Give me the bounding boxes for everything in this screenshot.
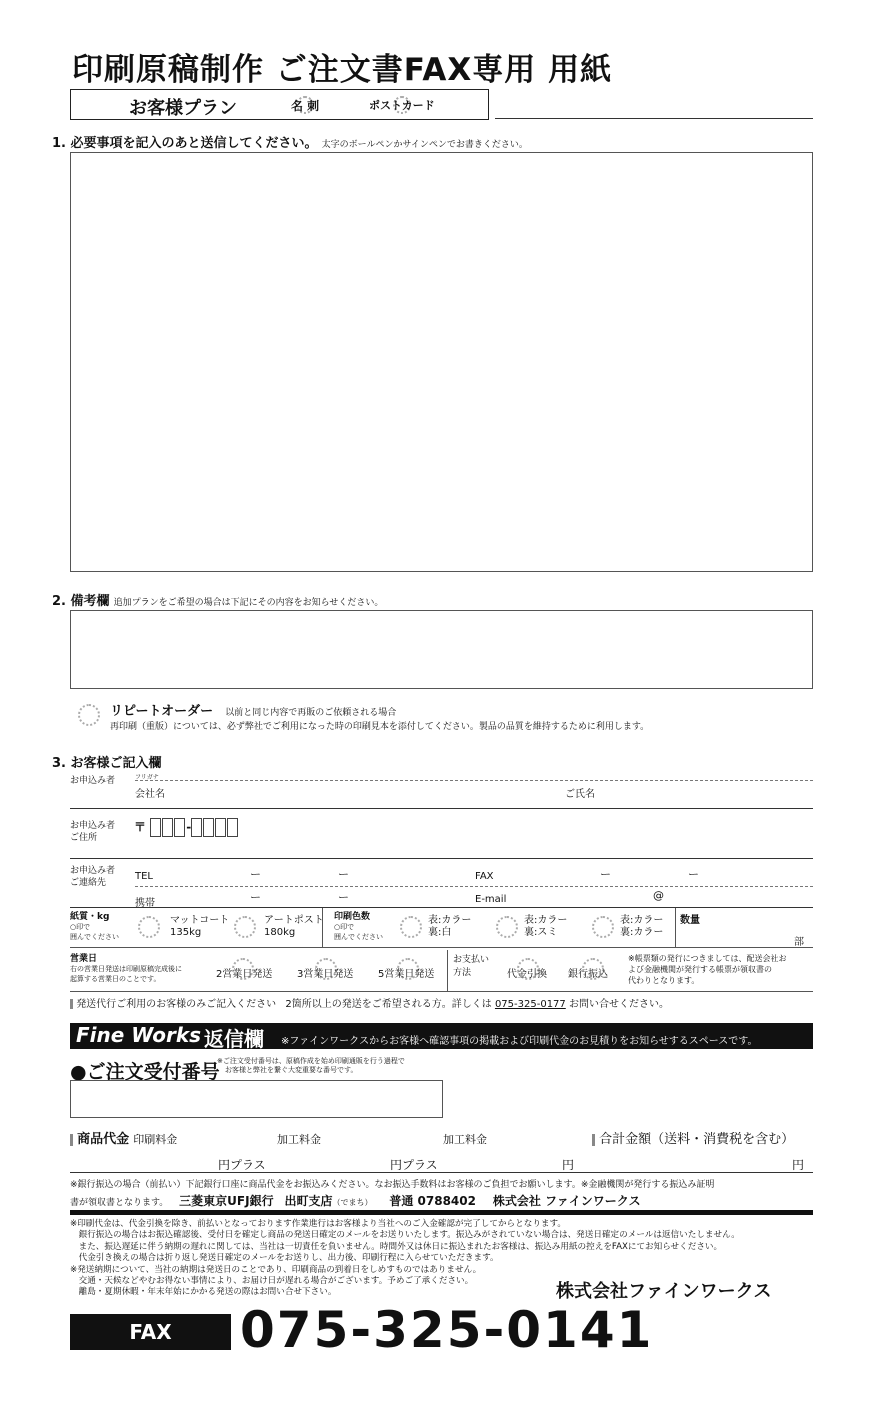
plan-meishi[interactable]: 名 刺: [291, 99, 320, 113]
qty-label: 数量: [680, 915, 700, 926]
section3-header: 3. お客様ご記入欄: [52, 756, 162, 771]
fax-label-block: FAX: [70, 1314, 231, 1350]
pay-bank[interactable]: 銀行振込: [568, 969, 608, 980]
yen: 円: [792, 1158, 805, 1172]
zip-mark: 〒 -: [134, 818, 239, 837]
yen: 円: [562, 1158, 575, 1172]
repeat-order-circle-icon[interactable]: [78, 704, 100, 726]
repeat-order-note: 再印刷（重版）については、必ず弊社でご利用になった時の印刷見本を添付してください。製品の品質を維持するために利用します。: [110, 722, 650, 732]
mobile-dash: ー: [338, 891, 349, 904]
applicant-label: お申込み者: [70, 776, 116, 786]
tel-dash: ー: [338, 868, 349, 881]
fax-dash: ー: [600, 868, 611, 881]
processing-fee-label: 加工料金: [443, 1133, 487, 1146]
fax-number[interactable]: 075-325-0141: [240, 1301, 654, 1359]
schedule-row: 営業日 右の営業日発送は印刷原稿完成後に 起算する営業日のことです。 2営業日発送 3営業日発送 5営業日発送 お支払い 方法 代金引換 銀行振込 ※帳票類の発行につきましては、配送会社お よび金融機関が発行する帳票が領収書の 代わりとなります。: [70, 950, 813, 992]
plan-postcard[interactable]: ポストカード: [369, 99, 435, 112]
total-label: 合計金額（送料・消費税を含む）: [592, 1128, 794, 1147]
repeat-order: リピートオーダー 以前と同じ内容で再販のご依頼される場合: [110, 704, 397, 719]
zip-box[interactable]: [215, 818, 226, 837]
contact-label: お申込み者 ご連絡先: [70, 866, 116, 888]
paper-art[interactable]: アートポスト 180kg: [264, 915, 324, 938]
address-label: お申込み者 ご住所: [70, 821, 116, 843]
company-line[interactable]: [70, 808, 813, 809]
bizday-5[interactable]: 5営業日発送: [378, 969, 435, 980]
mobile-dash: ー: [250, 891, 261, 904]
remarks-input-area[interactable]: [70, 610, 813, 689]
page-title: 印刷原稿制作 ご注文書FAX専用 用紙: [72, 52, 613, 88]
bullet-icon: [592, 1134, 595, 1146]
tel-dash: ー: [250, 868, 261, 881]
yen-plus: 円プラス: [390, 1158, 438, 1172]
at-mark: @: [653, 889, 664, 902]
zip-box[interactable]: [174, 818, 185, 837]
paper-art-circle-icon[interactable]: [234, 916, 256, 938]
order-number-label: ●ご注文受付番号: [70, 1061, 220, 1083]
name-label: ご氏名: [565, 789, 595, 800]
bizday-3[interactable]: 3営業日発送: [297, 969, 354, 980]
bullet-icon: [70, 999, 73, 1009]
address-line[interactable]: [70, 858, 813, 859]
zip-box[interactable]: [150, 818, 161, 837]
section2-header: 2. 備考欄 追加プランをご希望の場合は下記にその内容をお知らせください。: [52, 594, 384, 609]
company-name: 株式会社ファインワークス: [556, 1281, 772, 1302]
zip-box[interactable]: [162, 818, 173, 837]
receipt-note: ※帳票類の発行につきましては、配送会社お よび金融機関が発行する帳票が領収書の 代わりとなります。: [628, 954, 787, 985]
color-opt2[interactable]: 表:カラー 裏:スミ: [524, 915, 568, 938]
color-opt1[interactable]: 表:カラー 裏:白: [428, 915, 472, 938]
processing-fee-label: 加工料金: [277, 1133, 321, 1146]
plan-label: お客様プラン: [129, 98, 237, 119]
color-opt3-circle-icon[interactable]: [592, 916, 614, 938]
reply-banner: Fine Works 返信欄 ※ファインワークスからお客様へ確認事項の掲載および印刷代金のお見積りをお知らせするスペースです。: [70, 1023, 813, 1049]
bizday-2[interactable]: 2営業日発送: [216, 969, 273, 980]
qty-unit: 部: [794, 937, 804, 948]
bank-info: 書が領収書となります。 三菱東京UFJ銀行 出町支店（でまち） 普通 0788402 株式会社 ファインワークス: [70, 1194, 641, 1208]
spec-row: 紙質・kg ○印で 囲んでください マットコート 135kg アートポスト 180kg 印刷色数 ○印で 囲んでください 表:カラー 裏:白 表:カラー 裏:スミ 表:カラー 裏:カラー 数量 部: [70, 908, 813, 948]
plan-underline: [495, 118, 813, 119]
tel-line[interactable]: [135, 886, 813, 887]
notes: ※印刷代金は、代金引換を除き、前払いとなっております作業進行はお客様より当社へのご入金確認が完了してからとなります。 銀行振込の場合はお振込確認後、受付日を確定し商品の発送日確定のメールをお送りいたします。振込みがされていない場合は、発送日確定のメールは返信いたしません。 また、振込遅延に伴う納期の遅れに関しては、当社は一切責任を負いません。時間外又は休日に振込まれたお客様は、振込み用紙の控えをFAXにてお知らせください。 代金引き換えの場合は折り返し発送日確定のメールをお送りし、出力後、印刷行程に入らせていただきます。 ※発送納期について、当社の納期は発送日のことであり、印刷商品の到着日をしめすものではありません。 交通・天候などやむお得ない事情により、お届け日が遅れる場合がございます。予めご了承ください。 離島・夏期休暇・年末年始にかかる発送の際はお問い合せ下さい。: [70, 1219, 740, 1298]
paper-matte[interactable]: マットコート 135kg: [170, 915, 230, 938]
mobile-label: 携帯: [135, 898, 155, 909]
section1-input-area[interactable]: [70, 152, 813, 572]
furigana-line[interactable]: [135, 780, 813, 781]
furigana-label: フリガナ: [135, 774, 159, 781]
zip-box[interactable]: [191, 818, 202, 837]
color-opt1-circle-icon[interactable]: [400, 916, 422, 938]
bullet-icon: [70, 1134, 73, 1146]
price-line[interactable]: [70, 1172, 813, 1173]
price-label-row: 商品代金 印刷料金: [70, 1128, 177, 1147]
pay-cod[interactable]: 代金引換: [507, 969, 547, 980]
fax-label: FAX: [475, 871, 494, 882]
color-opt2-circle-icon[interactable]: [496, 916, 518, 938]
tel-label: TEL: [135, 871, 153, 882]
zip-box[interactable]: [203, 818, 214, 837]
yen-plus: 円プラス: [218, 1158, 266, 1172]
paper-matte-circle-icon[interactable]: [138, 916, 160, 938]
order-number-note: ※ご注文受付番号は、原稿作成を始め印刷通販を行う過程で お客様と弊社を繋ぐ大変重要な番号です。: [217, 1057, 405, 1074]
zip-box[interactable]: [227, 818, 238, 837]
email-label: E-mail: [475, 894, 507, 905]
shipping-note: 発送代行ご利用のお客様のみご記入ください 2箇所以上の発送をご希望される方。詳しくは 075-325-0177 お問い合せください。: [70, 995, 669, 1010]
bank-note: ※銀行振込の場合（前払い）下記銀行口座に商品代金をお振込みください。なお振込手数料はお客様のご負担でお願いします。※金融機関が発行する振込み証明: [70, 1180, 715, 1190]
plan-box: [70, 89, 489, 120]
color-opt3[interactable]: 表:カラー 裏:カラー: [620, 915, 664, 938]
fax-dash: ー: [688, 868, 699, 881]
order-number-input[interactable]: [70, 1080, 443, 1118]
section1-header: 1. 必要事項を記入のあと送信してください。 太字のボールペンかサインペンでお書きください。: [52, 136, 528, 151]
divider-bar: [70, 1210, 813, 1215]
company-label: 会社名: [135, 789, 165, 800]
